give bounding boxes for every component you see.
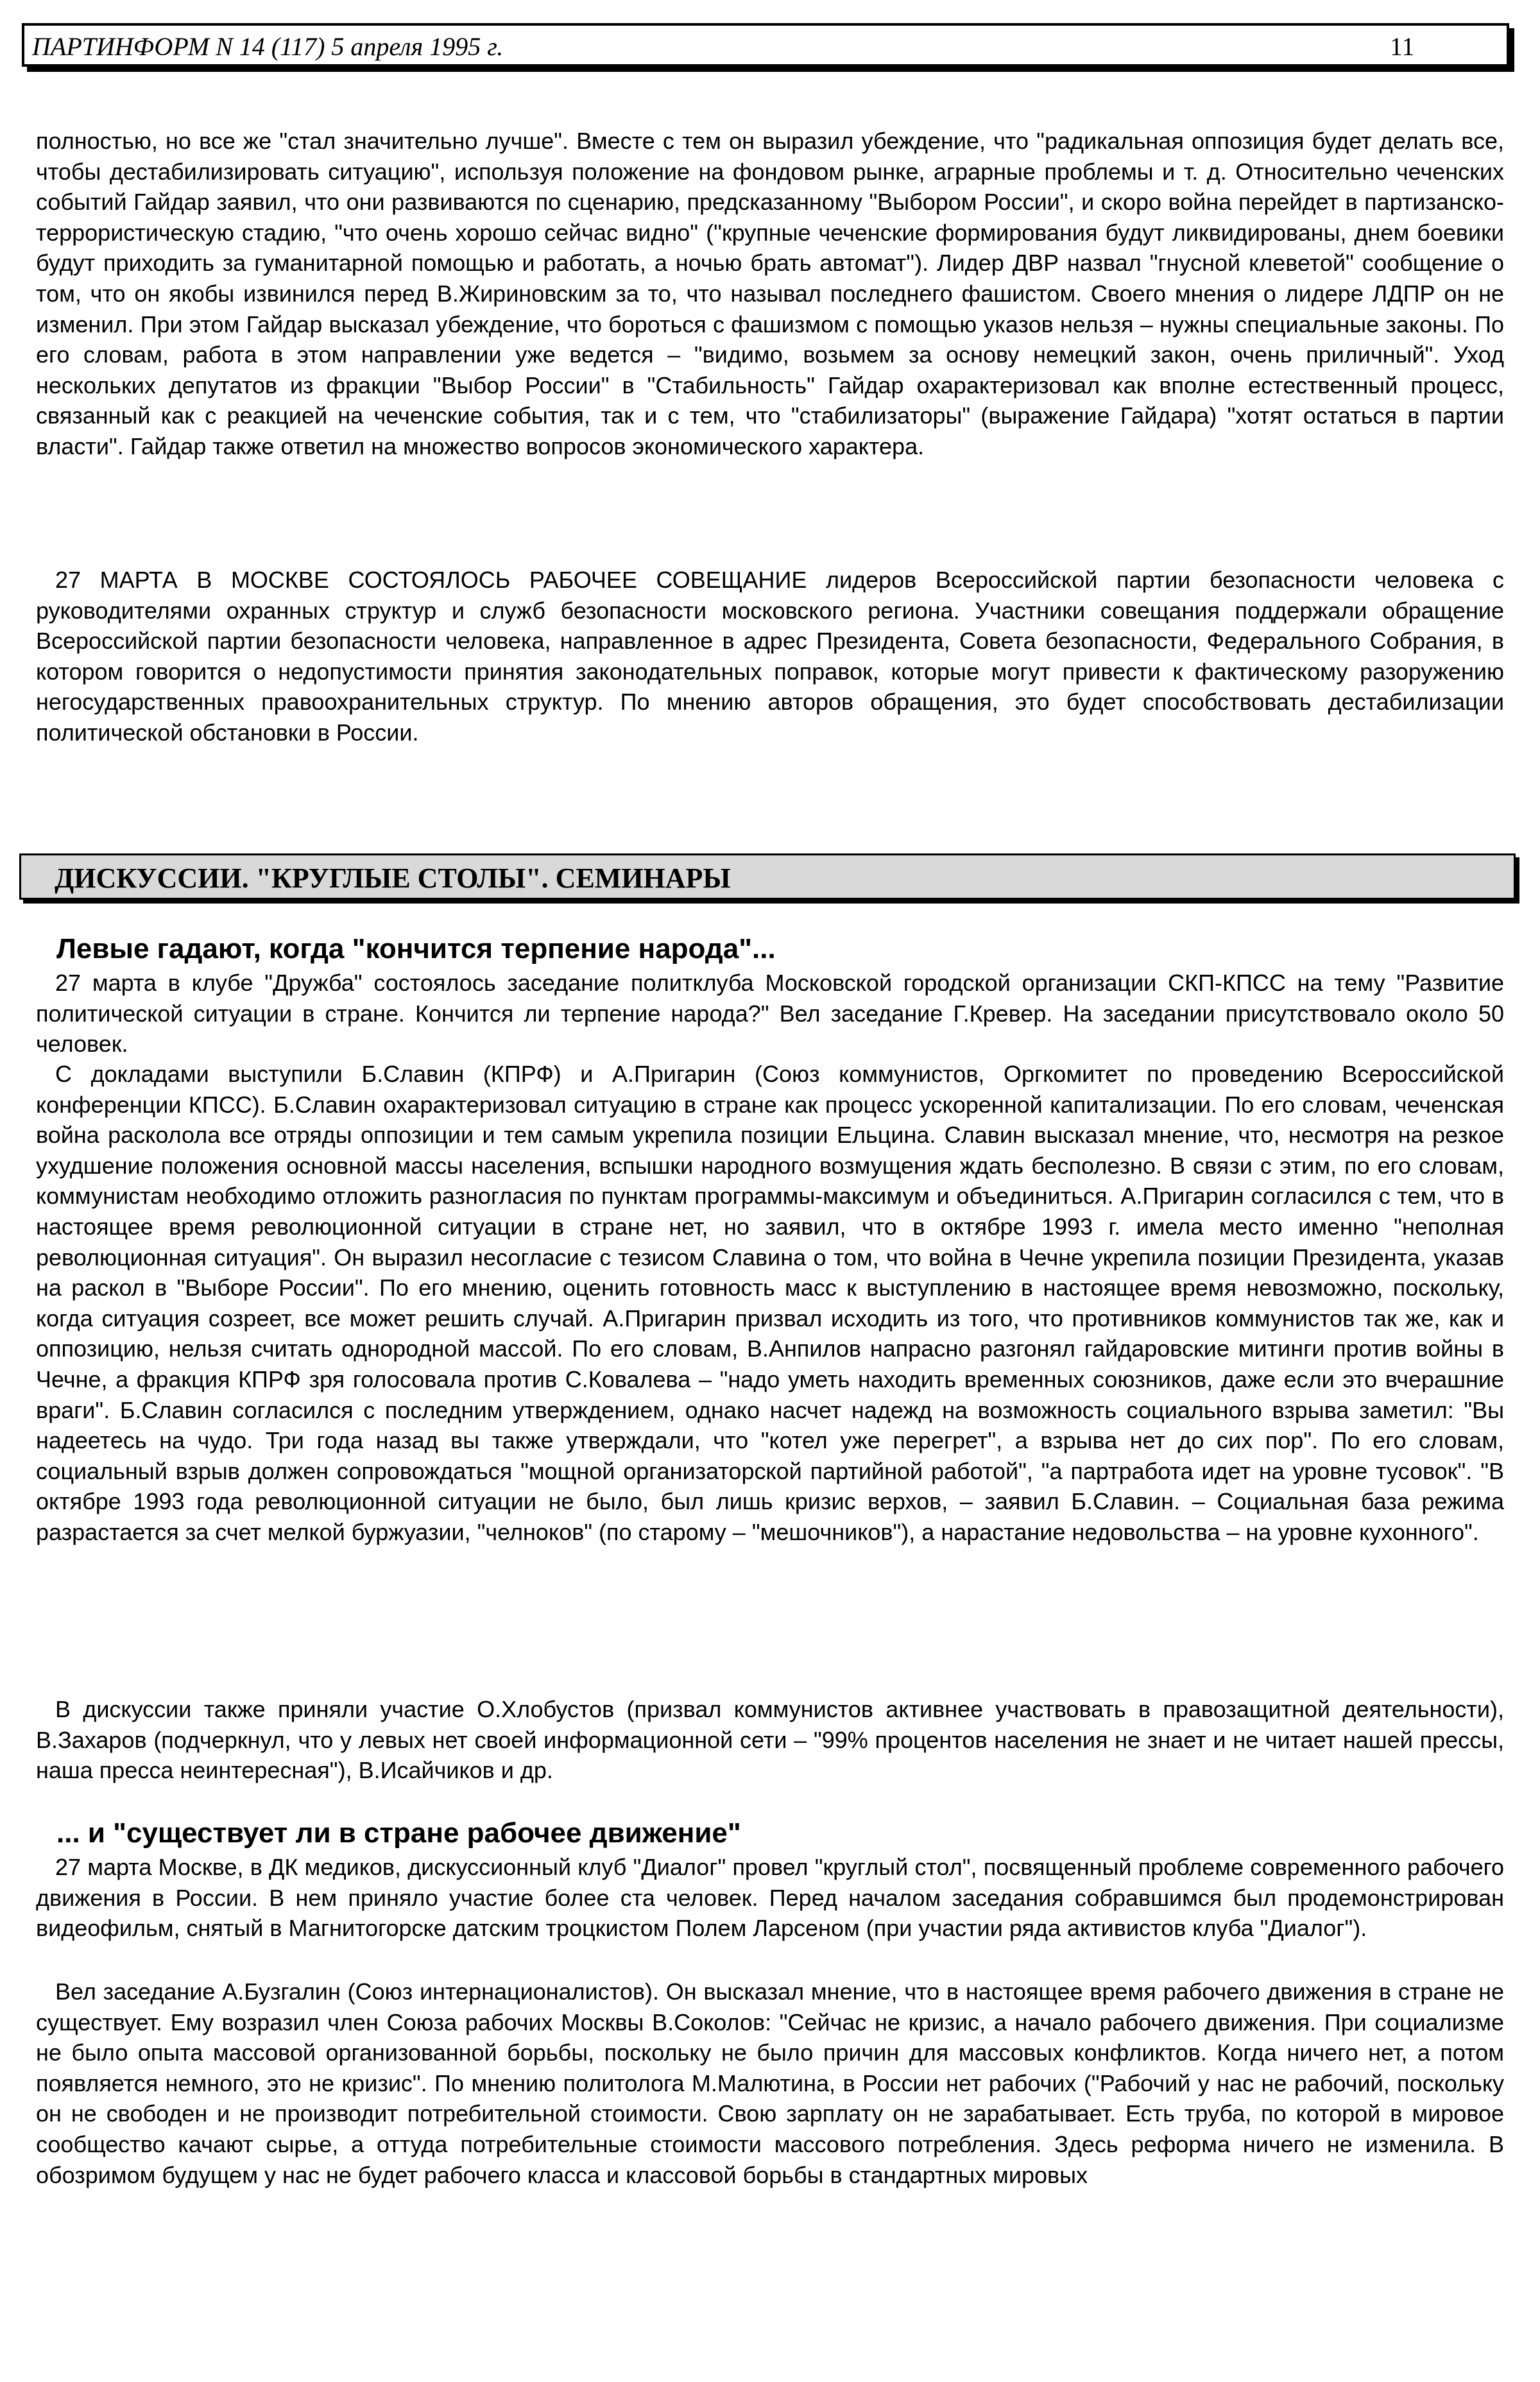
section-header-bar xyxy=(19,853,1516,900)
article-title-left-guess: Левые гадают, когда "кончится терпение народа"... xyxy=(56,933,776,964)
intro-paragraph: полностью, но все же "стал значительно лучше". Вместе с тем он выразил убеждение, что "радикальная оппозиция будет делать все, чтобы дестабилизировать ситуацию", используя положение на фондовом рынке, аграрные проблемы и т. д. Относительно чеченских событий Гайдар заявил, что они развиваются по сценарию, предсказанному "Выбором России", и скоро война перейдет в партизанско-террористическую стадию, "что очень хорошо сейчас видно" ("крупные чеченские формирования будут ликвидированы, днем боевики будут приходить за гуманитарной помощью и работать, а ночью брать автомат"). Лидер ДВР назвал "гнусной клеветой" сообщение о том, что он якобы извинился перед В.Жириновским за то, что называл последнего фашистом. Своего мнения о лидере ЛДПР он не изменил. При этом Гайдар высказал убеждение, что бороться с фашизмом с помощью указов нельзя – нужны специальные законы. По его словам, работа в этом направлении уже ведется – "видимо, возьмем за основу немецкий закон, очень приличный". Уход нескольких депутатов из фракции "Выбор России" в "Стабильность" Гайдар охарактеризовал как вполне естественный процесс, связанный как с реакцией на чеченские события, так и с тем, что "стабилизаторы" (выражение Гайдара) "хотят остаться в партии власти". Гайдар также ответил на множество вопросов экономического характера. xyxy=(36,128,1504,459)
page-header xyxy=(22,23,1509,67)
section-title: ДИСКУССИИ. "КРУГЛЫЕ СТОЛЫ". СЕМИНАРЫ xyxy=(55,862,731,894)
article-title-workers-movement: ... и "существует ли в стране рабочее движение" xyxy=(56,1817,741,1849)
article2-paragraph-1: 27 марта Москве, в ДК медиков, дискуссионный клуб "Диалог" провел "круглый стол", посвященный проблеме современного рабочего движения в России. В нем приняло участие более ста человек. Перед началом заседания собравшимся был продемонстрирован видеофильм, снятый в Магнитогорске датским троцкистом Полем Ларсеном (при участии ряда активистов клуба "Диалог"). xyxy=(36,1854,1504,1942)
article1-paragraph-1: 27 марта в клубе "Дружба" состоялось заседание политклуба Московской городской организации СКП-КПСС на тему "Развитие политической ситуации в стране. Кончится ли терпение народа?" Вел заседание Г.Кревер. На заседании присутствовало около 50 человек. xyxy=(36,970,1504,1058)
publication-title: ПАРТИНФОРМ N 14 (117) 5 апреля 1995 г. xyxy=(32,32,504,61)
article1-paragraph-2: С докладами выступили Б.Славин (КПРФ) и А.Пригарин (Союз коммунистов, Оргкомитет по проведению Всероссийской конференции КПСС). Б.Славин охарактеризовал ситуацию в стране как процесс ускоренной капитализации. По его словам, чеченская война расколола все отряды оппозиции и тем самым укрепила позиции Ельцина. Славин высказал мнение, что, несмотря на резкое ухудшение положения основной массы населения, вспышки народного возмущения ждать бесполезно. В связи с этим, по его словам, коммунистам необходимо отложить разногласия по пунктам программы-максимум и объединиться. А.Пригарин согласился с тем, что в настоящее время революционной ситуации в стране нет, но заявил, что в октябре 1993 г. имела место именно "неполная революционная ситуация". Он выразил несогласие с тезисом Славина о том, что война в Чечне укрепила позиции Президента, указав на раскол в "Выборе России". По его мнению, оценить готовность масс к выступлению в настоящее время невозможно, поскольку, когда ситуация созреет, все может решить случай. А.Пригарин призвал исходить из того, что противников коммунистов так же, как и оппозицию, нельзя считать однородной массой. По его словам, В.Анпилов напрасно разгонял гайдаровские митинги против войны в Чечне, а фракция КПРФ зря голосовала против С.Ковалева – "надо уметь находить временных союзников, даже если это вчерашние враги". Б.Славин согласился с последним утверждением, однако насчет надежд на возможность социального взрыва заметил: "Вы надеетесь на чудо. Три года назад вы также утверждали, что "котел уже перегрет", а взрыва нет до сих пор". По его словам, социальный взрыв должен сопровождаться "мощной организаторской партийной работой", "а партработа идет на уровне тусовок". "В октябре 1993 года революционной ситуации не было, был лишь кризис верхов, – заявил Б.Славин. – Социальная база режима разрастается за счет мелкой буржуазии, "челноков" (по старому – "мешочников"), а нарастание недовольства – на уровне кухонного". xyxy=(36,1061,1504,1545)
article1-paragraph-3: В дискуссии также приняли участие О.Хлобустов (призвал коммунистов активнее участвовать в правозащитной деятельности), В.Захаров (подчеркнул, что у левых нет своей информационной сети – "99% процентов населения не знает и не читает нашей прессы, наша пресса неинтересная"), В.Исайчиков и др. xyxy=(36,1696,1504,1784)
article2-paragraph-2: Вел заседание А.Бузгалин (Союз интернационалистов). Он высказал мнение, что в настоящее время рабочего движения в стране не существует. Ему возразил член Союза рабочих Москвы В.Соколов: "Сейчас не кризис, а начало рабочего движения. При социализме не было опыта массовой организованной борьбы, поскольку не было причин для массовых конфликтов. Когда ничего нет, а потом появляется немного, это не кризис". По мнению политолога М.Малютина, в России нет рабочих ("Рабочий у нас не рабочий, поскольку он не свободен и не производит потребительной стоимости. Свою зарплату он не зарабатывает. Есть труба, по которой в мировое сообщество качают сырье, а оттуда потребительные стоимости массового потребления. Здесь реформа ничего не изменила. В обозримом будущем у нас не будет рабочего класса и классовой борьбы в стандартных мировых xyxy=(36,1978,1504,2188)
page-number: 11 xyxy=(1390,32,1415,61)
meeting-paragraph: 27 МАРТА В МОСКВЕ СОСТОЯЛОСЬ РАБОЧЕЕ СОВЕЩАНИЕ лидеров Всероссийской партии безопасности человека с руководителями охранных структур и служб безопасности московского региона. Участники совещания поддержали обращение Всероссийской партии безопасности человека, направленное в адрес Президента, Совета безопасности, Федерального Собрания, в котором говорится о недопустимости принятия законодательных поправок, которые могут привести к фактическому разоружению негосударственных правоохранительных структур. По мнению авторов обращения, это будет способствовать дестабилизации политической обстановки в России. xyxy=(36,567,1504,746)
